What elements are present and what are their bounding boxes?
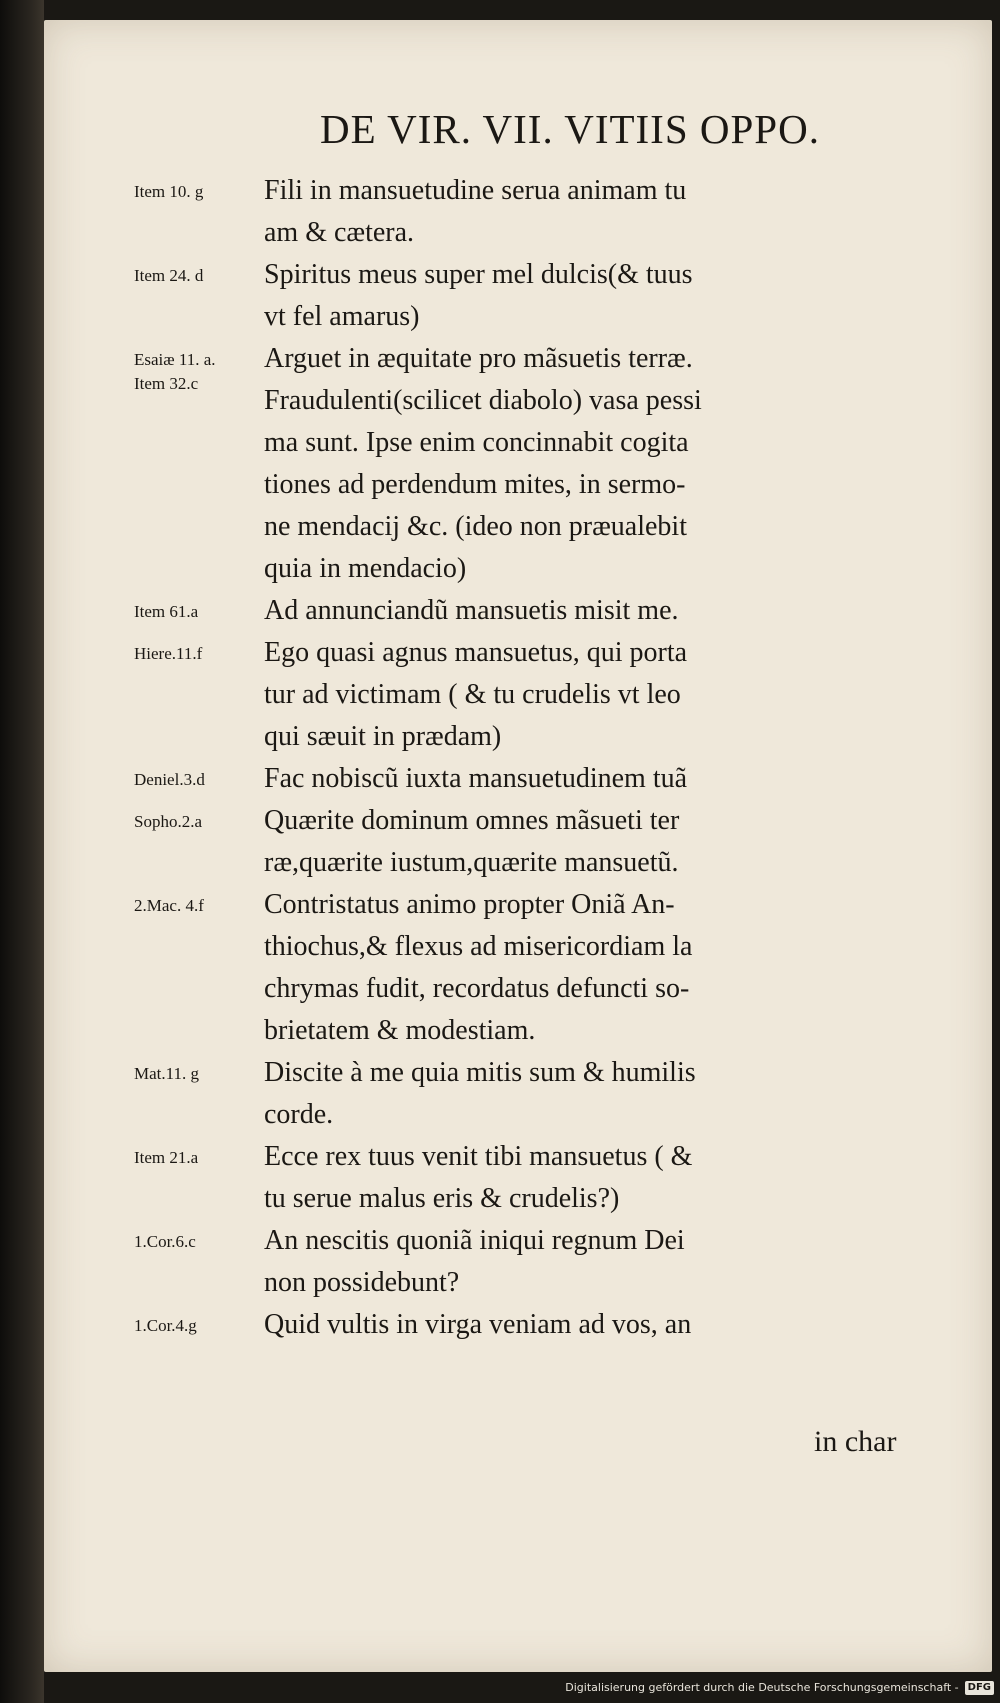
text-line: Ad annunciandũ mansuetis misit me. [264,595,679,626]
text-line: An nescitis quoniã iniqui regnum Dei [264,1225,685,1256]
book-spine [0,0,44,1703]
text-line: quia in mendacio) [264,553,467,584]
entry-text [264,1052,976,1136]
entry-text [264,338,976,590]
entry-text [264,800,976,884]
running-header: DE VIR. VII. VITIIS OPPO. [320,106,820,152]
text-line: ræ,quærite iustum,quærite mansuetũ. [264,847,679,878]
text-line: am & cætera. [264,217,415,248]
text-line: thiochus,& flexus ad misericordiam la [264,931,693,962]
entry-text [264,254,976,338]
marginal-reference: 2.Mac. 4.f [134,896,204,915]
text-line: ma sunt. Ipse enim concinnabit cogita [264,427,689,458]
text-line: vt fel amarus) [264,301,420,332]
marginal-reference: Esaiæ 11. a. Item 32.c [134,350,216,393]
marginal-reference: Mat.11. g [134,1064,200,1083]
text-line: Quid vultis in virga veniam ad vos, an [264,1309,692,1340]
entry-text [264,1304,976,1346]
book-page [44,20,992,1672]
entry-text [264,590,976,632]
marginal-reference: Item 21.a [134,1148,199,1167]
text-line: brietatem & modestiam. [264,1015,536,1046]
footer-credit [565,1677,994,1699]
text-line: Ego quasi agnus mansuetus, qui porta [264,637,688,668]
text-line: non possidebunt? [264,1267,460,1298]
marginal-reference: 1.Cor.4.g [134,1316,197,1335]
entry-text [264,170,976,254]
dfg-logo: DFG [965,1681,994,1695]
marginal-reference: Deniel.3.d [134,770,205,789]
text-line: Spiritus meus super mel dulcis(& tuus [264,259,693,290]
text-line: Discite à me quia mitis sum & humilis [264,1057,696,1088]
text-line: Fac nobiscũ iuxta mansuetudinem tuã [264,763,688,794]
entry-text [264,1220,976,1304]
marginal-reference: Item 61.a [134,602,199,621]
marginal-reference: Item 10. g [134,182,204,201]
entry-text [264,884,976,1052]
marginal-reference: Sopho.2.a [134,812,202,831]
text-line: ne mendacij &c. (ideo non præualebit [264,511,687,542]
text-line: tur ad victimam ( & tu crudelis vt leo [264,679,681,710]
text-line: Arguet in æquitate pro mãsuetis terræ. [264,343,693,374]
text-line: chrymas fudit, recordatus defuncti so- [264,973,690,1004]
text-line: Quærite dominum omnes mãsueti ter [264,805,680,836]
text-line: Fili in mansuetudine serua animam tu [264,175,687,206]
marginal-reference: 1.Cor.6.c [134,1232,196,1251]
text-line: qui sæuit in prædam) [264,721,502,752]
text-line: tu serue malus eris & crudelis?) [264,1183,620,1214]
text-line: Contristatus animo propter Oniã An- [264,889,675,920]
text-line: Ecce rex tuus venit tibi mansuetus ( & [264,1141,693,1172]
text-line: Fraudulenti(scilicet diabolo) vasa pessi [264,385,702,416]
marginal-reference: Hiere.11.f [134,644,203,663]
entry-text [264,1136,976,1220]
text-line: corde. [264,1099,334,1130]
footer-text: Digitalisierung gefördert durch die Deutsche Forschungsgemeinschaft - [565,1681,959,1694]
marginal-reference: Item 24. d [134,266,204,285]
text-line: tiones ad perdendum mites, in sermo- [264,469,686,500]
entry-text [264,632,976,758]
catchword: in char [814,1425,897,1458]
entry-text [264,758,976,800]
